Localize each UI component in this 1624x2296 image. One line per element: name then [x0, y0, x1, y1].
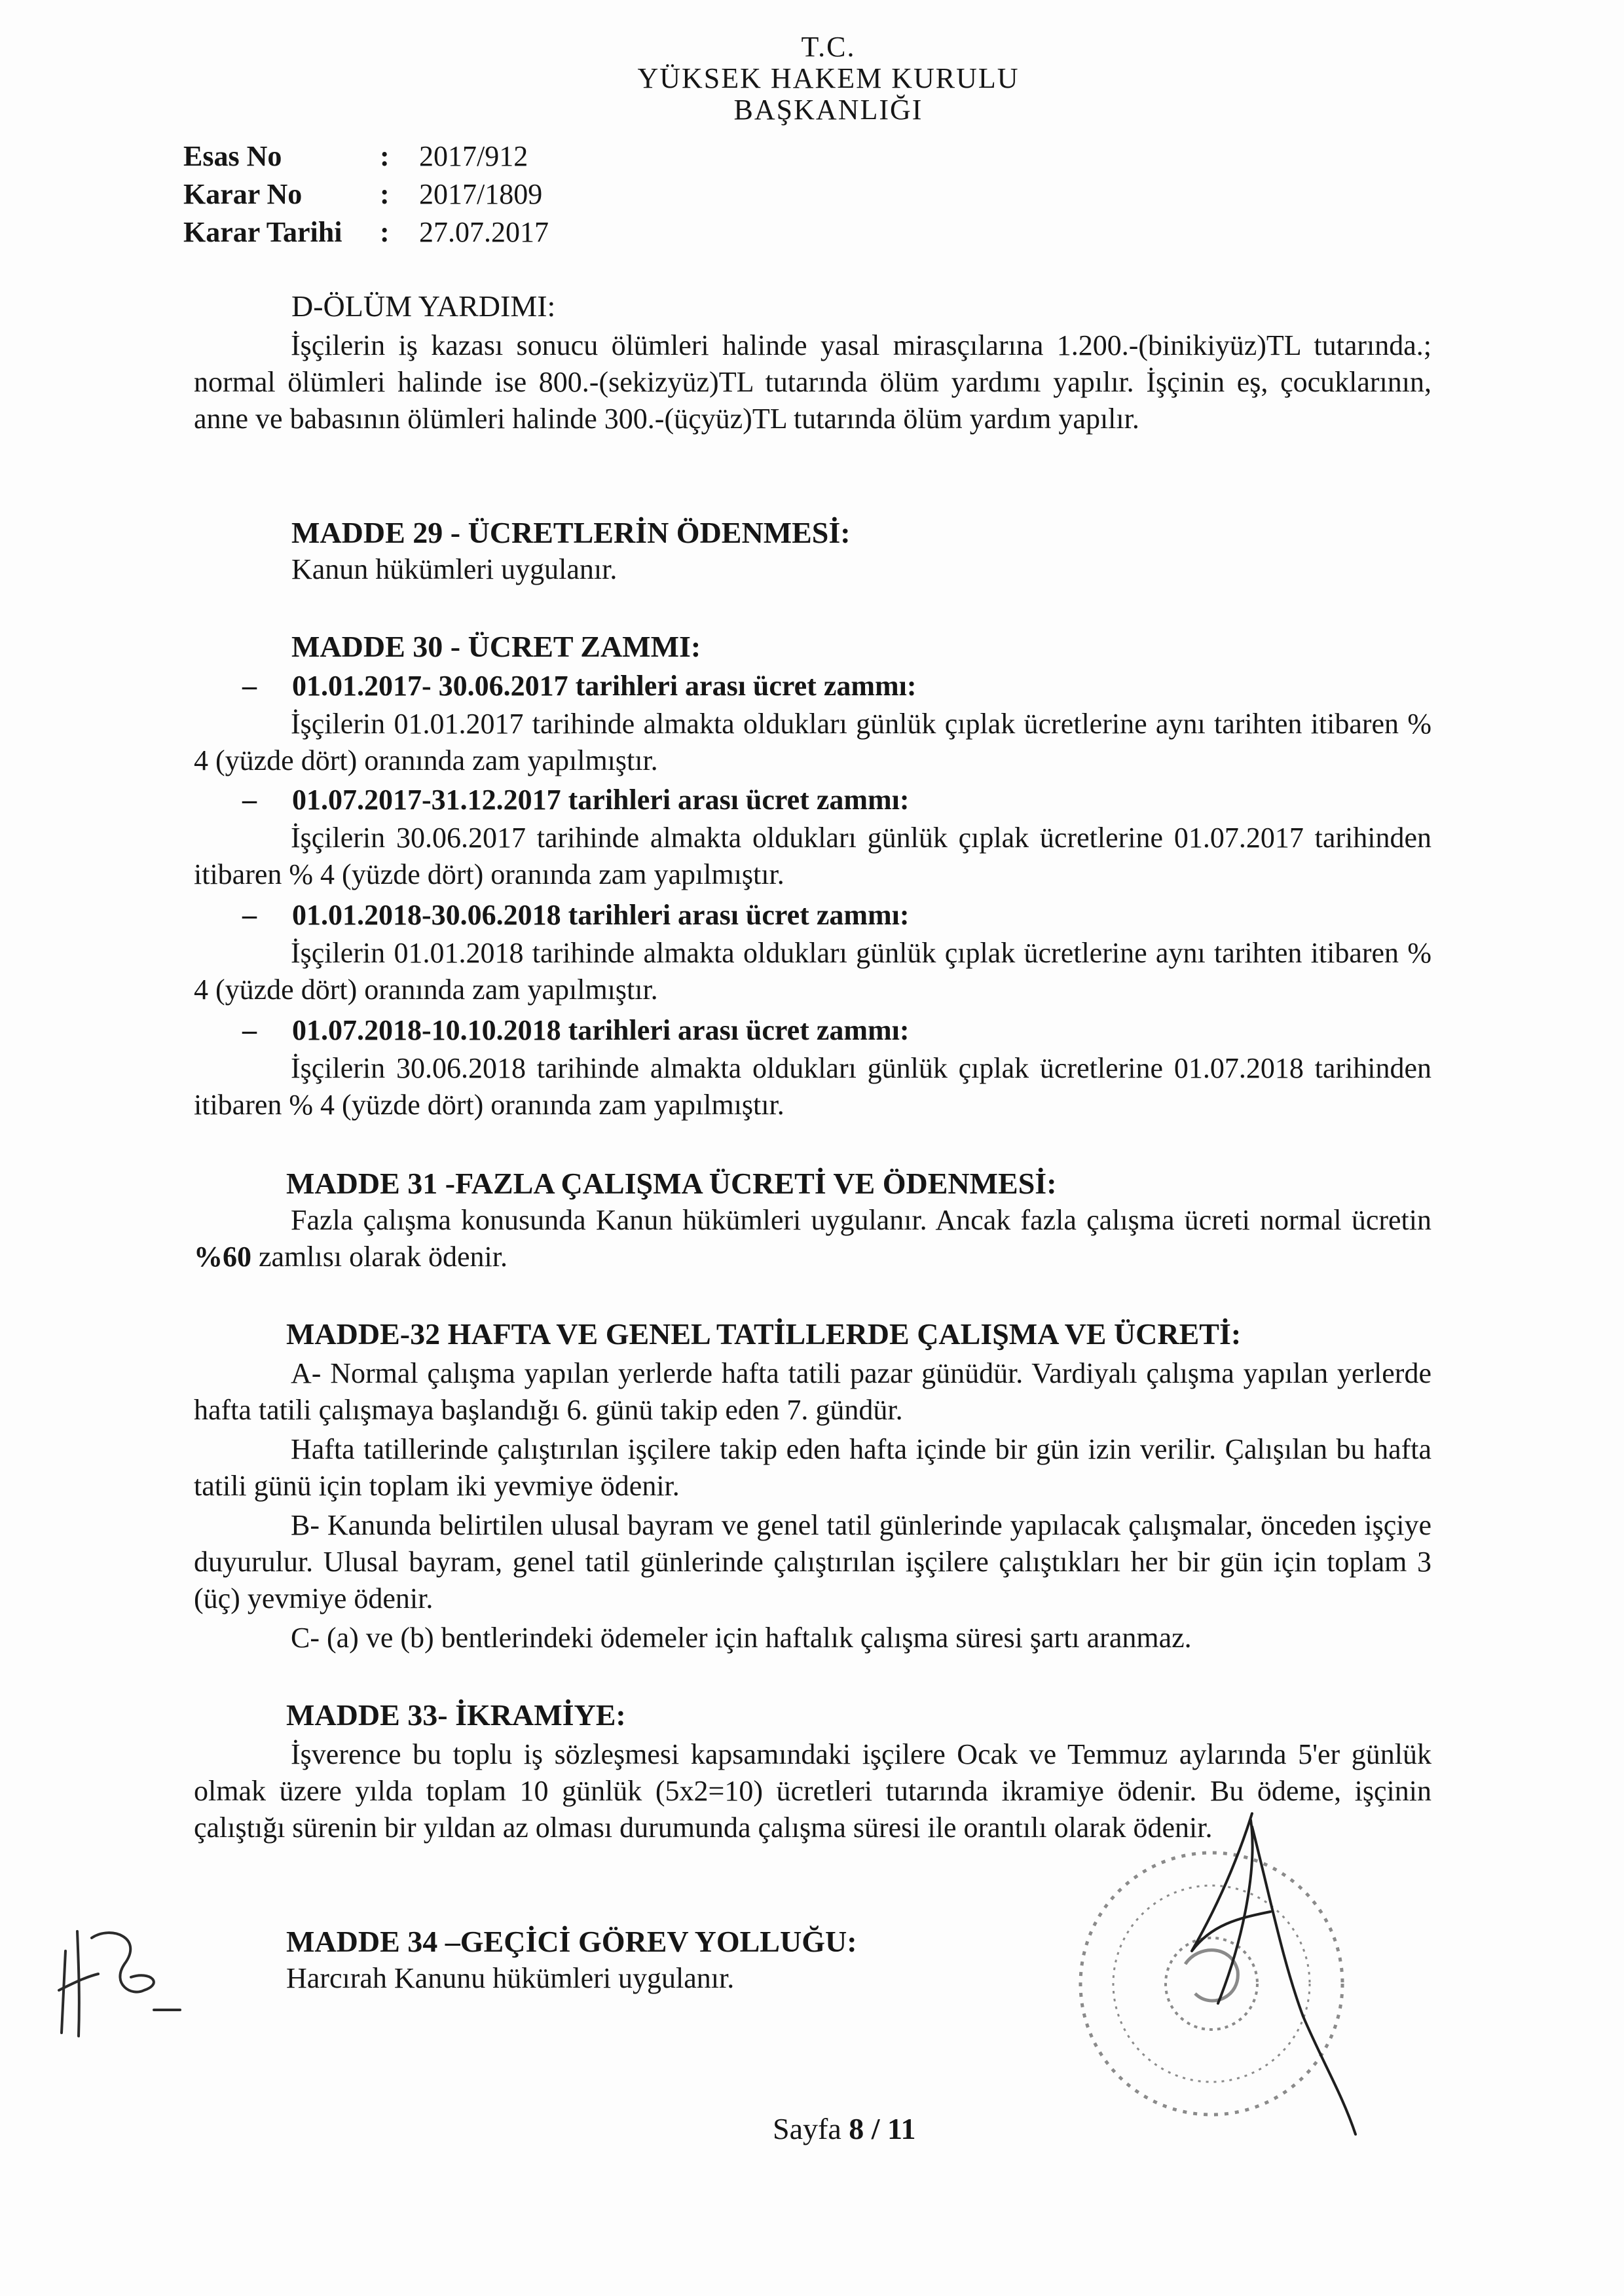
esas-colon: :: [380, 140, 390, 172]
m31-text-a: Fazla çalışma konusunda Kanun hükümleri uygulanır. Ancak fazla çalışma ücreti normal ücretin: [291, 1204, 1431, 1236]
m32-p2: Hafta tatillerinde çalıştırılan işçilere takip eden hafta içinde bir gün izin verilir. Çalışılan bu hafta tatili günü için toplam iki yevmiye ödenir.: [194, 1433, 1431, 1502]
esas-row: [183, 137, 549, 175]
m32-heading: MADDE-32 HAFTA VE GENEL TATİLLERDE ÇALIŞMA VE ÜCRETİ:: [286, 1317, 1242, 1351]
document-header: [0, 31, 1624, 126]
karar-label: Karar No: [183, 178, 303, 210]
olum-heading: D-ÖLÜM YARDIMI:: [291, 289, 556, 323]
m33-text: İşverence bu toplu iş sözleşmesi kapsamındaki işçilere Ocak ve Temmuz aylarında 5'er günlük olmak üzere yılda toplam 10 günlük (5x2=10) ücretleri tutarında ikramiye ödenir. Bu ödeme, işçinin çalıştığı sürenin bir yıldan az olması durumunda çalışma süresi ile orantılı olarak ödenir.: [194, 1738, 1431, 1844]
karar-colon: :: [380, 178, 390, 210]
m32-p3: B- Kanunda belirtilen ulusal bayram ve genel tatil günlerinde yapılacak çalışmalar, önceden işçiye duyurulur. Ulusal bayram, genel tatil günlerinde çalıştırılan işçilere çalıştıkları her bir gün için toplam 3 (üç) yevmiye ödenir.: [194, 1509, 1431, 1614]
m30-item3-text: İşçilerin 01.01.2018 tarihinde almakta oldukları günlük çıplak ücretlerine aynı tarihten itibaren % 4 (yüzde dört) oranında zam yapılmıştır.: [194, 937, 1431, 1006]
m30-item1-dash: –: [242, 670, 257, 702]
m30-item2-text: İşçilerin 30.06.2017 tarihinde almakta oldukları günlük çıplak ücretlerine 01.07.2017 tarihinden itibaren % 4 (yüzde dört) oranında zam yapılmıştır.: [194, 822, 1431, 890]
m30-item4-text: İşçilerin 30.06.2018 tarihinde almakta oldukları günlük çıplak ücretlerine 01.07.2018 tarihinden itibaren % 4 (yüzde dört) oranında zam yapılmıştır.: [194, 1052, 1431, 1121]
m30-item4-dash: –: [242, 1014, 257, 1046]
m30-item4-title: 01.07.2018-10.10.2018 tarihleri arası ücret zammı:: [292, 1014, 910, 1046]
case-meta: [183, 137, 549, 251]
karar-row: [183, 175, 549, 213]
page-footer: [773, 2111, 916, 2146]
m31-heading: MADDE 31 -FAZLA ÇALIŞMA ÜCRETİ VE ÖDENMESİ:: [286, 1167, 1057, 1200]
m31-text: [194, 1202, 1431, 1275]
m30-item3-title: 01.01.2018-30.06.2018 tarihleri arası ücret zammı:: [292, 899, 910, 931]
official-stamp-signature: [1022, 1768, 1454, 2160]
m29-heading: MADDE 29 - ÜCRETLERİN ÖDENMESİ:: [291, 516, 851, 549]
esas-label: Esas No: [183, 140, 282, 172]
m34-text: Harcırah Kanunu hükümleri uygulanır.: [286, 1962, 735, 1994]
m33-heading: MADDE 33- İKRAMİYE:: [286, 1698, 626, 1732]
m30-item1-title: 01.01.2017- 30.06.2017 tarihleri arası ücret zammı:: [292, 670, 917, 702]
m31-text-b: zamlısı olarak ödenir.: [251, 1241, 507, 1273]
tarih-value: 27.07.2017: [419, 216, 549, 248]
header-presidency: BAŞKANLIĞI: [733, 94, 923, 126]
m32-p4: C- (a) ve (b) bentlerindeki ödemeler için haftalık çalışma süresi şartı aranmaz.: [291, 1622, 1192, 1654]
karar-value: 2017/1809: [419, 178, 543, 210]
tarih-row: [183, 213, 549, 251]
handwritten-initials: [46, 1912, 190, 2043]
m30-item2-dash: –: [242, 784, 257, 816]
page-number: 8 / 11: [849, 2112, 916, 2145]
m32-p1: A- Normal çalışma yapılan yerlerde hafta tatili pazar günüdür. Vardiyalı çalışma yapılan yerlerde hafta tatili çalışmaya başlandığı 6. günü takip eden 7. gündür.: [194, 1357, 1431, 1426]
header-tc: T.C.: [801, 31, 856, 63]
olum-text: İşçilerin iş kazası sonucu ölümleri halinde yasal mirasçılarına 1.200.-(binikiyüz)TL tutarında.; normal ölümleri halinde ise 800.-(sekizyüz)TL tutarında ölüm yardımı yapılır. İşçinin eş, çocuklarının, anne ve babasının ölümleri halinde 300.-(üçyüz)TL tutarında ölüm yardım yapılır.: [194, 329, 1431, 435]
page-label: Sayfa: [773, 2112, 841, 2145]
tarih-label: Karar Tarihi: [183, 216, 342, 248]
m30-item3-dash: –: [242, 899, 257, 931]
m29-text: Kanun hükümleri uygulanır.: [291, 553, 618, 585]
m30-heading: MADDE 30 - ÜCRET ZAMMI:: [291, 630, 701, 663]
header-institution: YÜKSEK HAKEM KURULU: [637, 62, 1020, 94]
m34-heading: MADDE 34 –GEÇİCİ GÖREV YOLLUĞU:: [286, 1925, 857, 1958]
tarih-colon: :: [380, 216, 390, 248]
m30-item1-text: İşçilerin 01.01.2017 tarihinde almakta oldukları günlük çıplak ücretlerine aynı tarihten itibaren % 4 (yüzde dört) oranında zam yapılmıştır.: [194, 708, 1431, 776]
m30-item2-title: 01.07.2017-31.12.2017 tarihleri arası ücret zammı:: [292, 784, 910, 816]
m31-rate: %60: [194, 1241, 251, 1273]
esas-value: 2017/912: [419, 140, 528, 172]
